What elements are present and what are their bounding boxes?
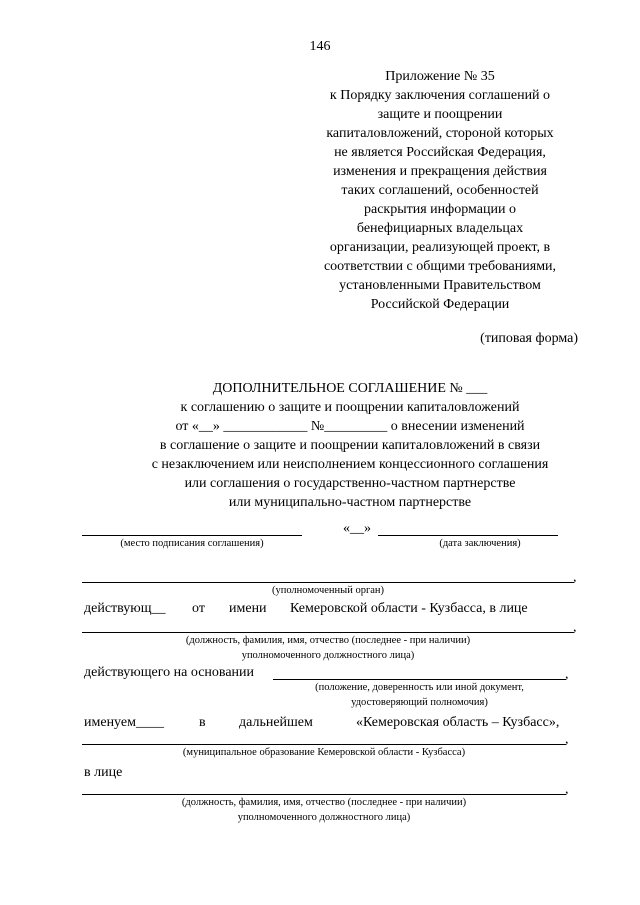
place-field-line — [82, 535, 302, 536]
comma: , — [573, 570, 577, 585]
page-number: 146 — [309, 39, 331, 54]
named-word: в — [199, 715, 206, 730]
basis-field-line — [273, 679, 566, 680]
date-field-line — [378, 535, 558, 536]
form-type-label: (типовая форма) — [480, 331, 578, 346]
in-person-label: в лице — [84, 765, 123, 780]
place-caption: (место подписания соглашения) — [120, 538, 264, 549]
basis-caption: (положение, доверенность или иной документ, — [315, 682, 524, 693]
appendix-line: к Порядку заключения соглашений о — [329, 88, 551, 103]
appendix-line: таких соглашений, особенностей — [341, 183, 539, 198]
appendix-line: капиталовложений, стороной которых — [326, 126, 554, 141]
agreement-subtitle: или муниципально-частном партнерстве — [228, 495, 472, 510]
official-field-line-2 — [82, 794, 566, 795]
named-word: «Кемеровская область – Кузбасс», — [356, 715, 560, 730]
agreement-heading: ДОПОЛНИТЕЛЬНОЕ СОГЛАШЕНИЕ № ___ — [212, 381, 488, 396]
comma: , — [565, 667, 569, 682]
appendix-line: бенефициарных владельцах — [356, 221, 524, 236]
official-caption-2: (должность, фамилия, имя, отчество (последнее - при наличии) — [181, 797, 467, 808]
official-caption: (должность, фамилия, имя, отчество (последнее - при наличии) — [185, 635, 471, 646]
basis-caption: удостоверяющий полномочия) — [351, 697, 488, 708]
appendix-line: не является Российская Федерация, — [334, 145, 546, 160]
basis-label: действующего на основании — [84, 665, 255, 680]
municipal-field-line — [82, 744, 566, 745]
named-word: дальнейшем — [239, 715, 313, 730]
appendix-title: Приложение № 35 — [385, 69, 495, 84]
agreement-subtitle: или соглашения о государственно-частном партнерстве — [184, 476, 516, 491]
official-caption-2: уполномоченного должностного лица) — [237, 812, 411, 823]
municipal-caption: (муниципальное образование Кемеровской области - Кузбасса) — [182, 747, 466, 758]
acting-word: имени — [229, 601, 267, 616]
official-field-line — [82, 632, 574, 633]
date-caption: (дата заключения) — [439, 538, 521, 549]
acting-word: действующ__ — [84, 601, 166, 616]
appendix-line: организации, реализующей проект, в — [329, 240, 551, 255]
agreement-subtitle: от «__» ____________ №_________ о внесении изменений — [175, 419, 525, 434]
date-prefix: «__» — [343, 521, 371, 536]
comma: , — [565, 732, 569, 747]
appendix-line: раскрытия информации о — [364, 202, 516, 217]
authority-caption: (уполномоченный орган) — [271, 585, 385, 596]
appendix-line: соответствии с общими требованиями, — [323, 259, 557, 274]
agreement-subtitle: к соглашению о защите и поощрении капиталовложений — [180, 400, 520, 415]
appendix-line: защите и поощрении — [377, 107, 503, 122]
comma: , — [573, 620, 577, 635]
appendix-line: установленными Правительством — [339, 278, 541, 293]
authority-field-line — [82, 582, 574, 583]
agreement-subtitle: с незаключением или неисполнением концессионного соглашения — [151, 457, 549, 472]
official-caption: уполномоченного должностного лица) — [241, 650, 415, 661]
named-word: именуем____ — [84, 715, 164, 730]
acting-word: Кемеровской области - Кузбасса, в лице — [290, 601, 528, 616]
acting-word: от — [192, 601, 205, 616]
appendix-line: Российской Федерации — [370, 297, 510, 312]
comma: , — [565, 782, 569, 797]
agreement-subtitle: в соглашение о защите и поощрении капиталовложений в связи — [159, 438, 541, 453]
appendix-line: изменения и прекращения действия — [333, 164, 547, 179]
